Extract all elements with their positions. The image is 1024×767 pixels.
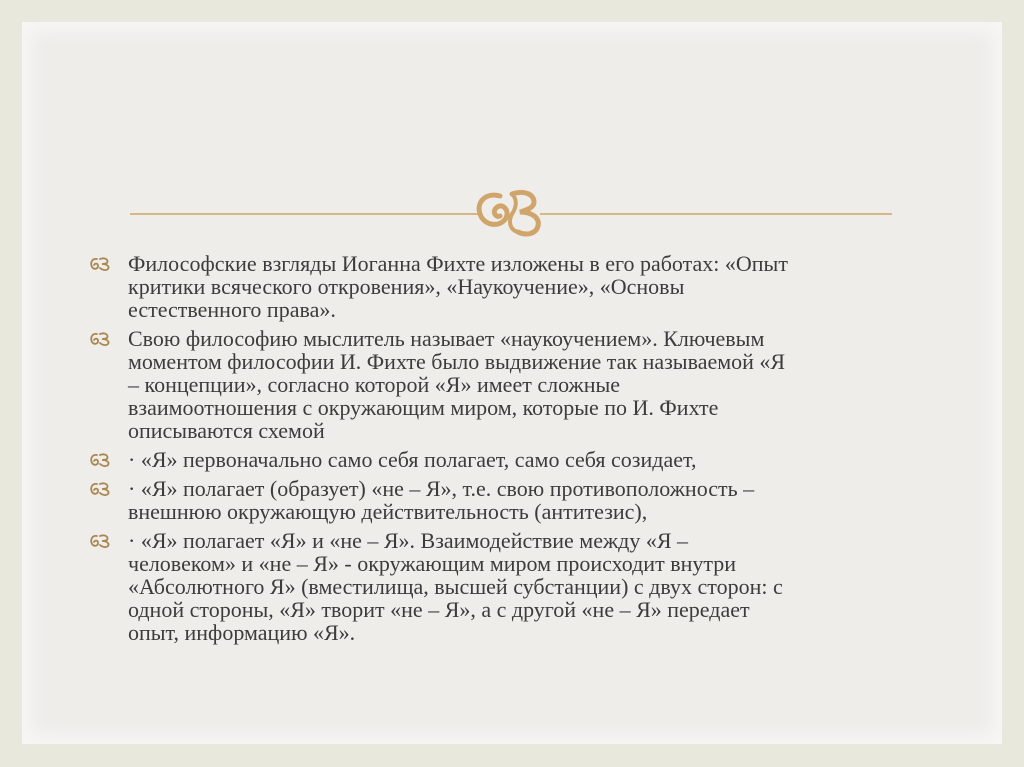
list-item <box>88 448 948 471</box>
bullet-list <box>88 252 948 650</box>
title-divider-right <box>540 213 892 215</box>
title-divider-left <box>130 213 480 215</box>
flourish-bullet-icon <box>88 481 112 497</box>
list-item <box>88 477 948 523</box>
list-item <box>88 327 948 442</box>
list-item-text: Философские взгляды Иоганна Фихте изложены в его работах: «Опыт критики всяческого откровения», «Наукоучение», «Основы естественного права». <box>128 251 788 322</box>
list-item-text: · «Я» полагает «Я» и «не – Я». Взаимодействие между «Я – человеком» и «не – Я» - окружающим миром происходит внутри «Абсолютного Я» (вместилища, высшей субстанции) с двух сторон: с одной стороны, «Я» творит «не – Я», а с другой «не – Я» передает опыт, информацию «Я». <box>128 528 783 645</box>
flourish-bullet-icon <box>88 256 112 272</box>
list-item-text: · «Я» полагает (образует) «не – Я», т.е. свою противоположность – внешнюю окружающую действительность (антитезис), <box>128 476 755 524</box>
ornamental-flourish-icon <box>472 186 552 240</box>
list-item-text: · «Я» первоначально само себя полагает, само себя созидает, <box>128 447 697 472</box>
list-item <box>88 252 948 321</box>
flourish-bullet-icon <box>88 452 112 468</box>
list-item <box>88 529 948 644</box>
flourish-bullet-icon <box>88 533 112 549</box>
flourish-bullet-icon <box>88 331 112 347</box>
list-item-text: Свою философию мыслитель называет «наукоучением». Ключевым моментом философии И. Фихте было выдвижение так называемой «Я – концепции», согласно которой «Я» имеет сложные взаимоотношения с окружающим миром, которые по И. Фихте описываются схемой <box>128 326 786 443</box>
